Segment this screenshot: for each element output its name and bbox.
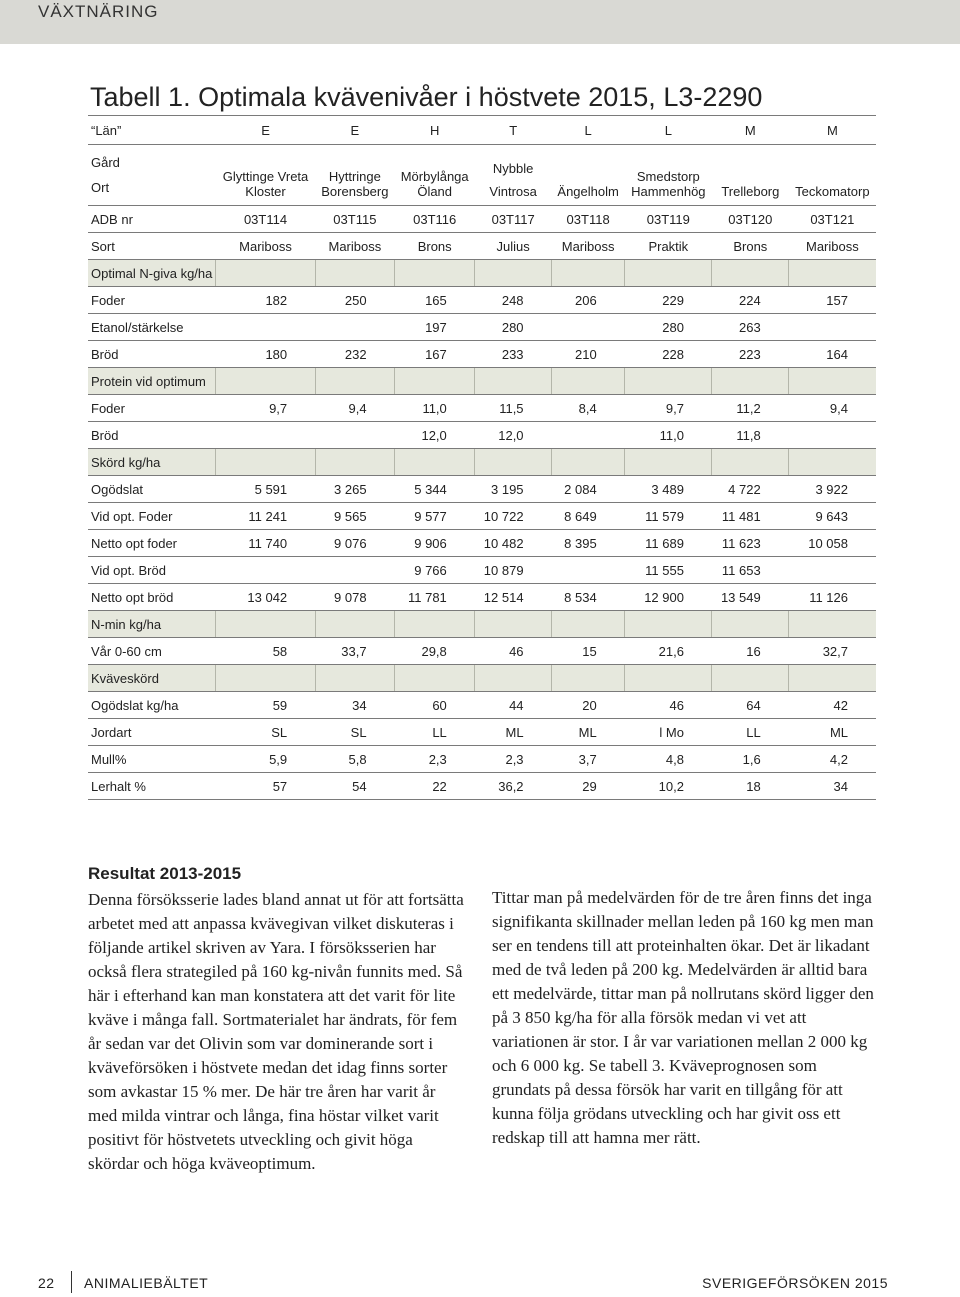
section-empty-cell xyxy=(216,449,315,476)
section-empty-cell xyxy=(789,368,876,395)
table-cell: 8 534 xyxy=(552,584,625,611)
table-cell: 10 879 xyxy=(475,557,552,584)
table-cell: 9 577 xyxy=(395,503,475,530)
table-cell: 228 xyxy=(625,341,712,368)
table-cell: 59 xyxy=(216,692,315,719)
table-cell: 9 078 xyxy=(315,584,394,611)
table-row xyxy=(88,719,876,746)
table-cell xyxy=(315,314,394,341)
row-label: Vår 0-60 cm xyxy=(88,638,216,665)
site-cell xyxy=(552,145,625,206)
site-cell xyxy=(395,145,475,206)
section-empty-cell xyxy=(552,368,625,395)
gard-ort-label xyxy=(88,145,216,206)
table-cell: 11,5 xyxy=(475,395,552,422)
table-cell: 11,0 xyxy=(625,422,712,449)
lan-cell: L xyxy=(625,116,712,145)
table-row xyxy=(88,233,876,260)
section-label: VÄXTNÄRING xyxy=(38,2,159,21)
row-label: Vid opt. Bröd xyxy=(88,557,216,584)
article-heading: Resultat 2013-2015 xyxy=(88,864,242,883)
table-cell: 2 084 xyxy=(552,476,625,503)
table-cell: 58 xyxy=(216,638,315,665)
table-row xyxy=(88,476,876,503)
section-empty-cell xyxy=(475,449,552,476)
table-cell: 46 xyxy=(625,692,712,719)
table-cell: 3 922 xyxy=(789,476,876,503)
section-empty-cell xyxy=(625,665,712,692)
table-cell: 34 xyxy=(789,773,876,800)
table-cell: 03T115 xyxy=(315,206,394,233)
site-line: Trelleborg xyxy=(721,184,780,199)
section-empty-cell xyxy=(315,449,394,476)
table-cell: 9 906 xyxy=(395,530,475,557)
table-cell: Mariboss xyxy=(315,233,394,260)
table-cell: 9,7 xyxy=(625,395,712,422)
table-cell: Mariboss xyxy=(552,233,625,260)
table-cell: 13 042 xyxy=(216,584,315,611)
lan-cell: T xyxy=(475,116,552,145)
table-cell: ML xyxy=(789,719,876,746)
table-cell: 22 xyxy=(395,773,475,800)
table-cell: 9 565 xyxy=(315,503,394,530)
site-line: Hammenhög xyxy=(631,184,706,199)
table-cell: 11,0 xyxy=(395,395,475,422)
table-cell: 16 xyxy=(712,638,789,665)
table-row xyxy=(88,422,876,449)
table-cell: 11 781 xyxy=(395,584,475,611)
row-label: Foder xyxy=(88,395,216,422)
table-cell: 5 591 xyxy=(216,476,315,503)
section-row xyxy=(88,665,876,692)
table-cell: 12,0 xyxy=(475,422,552,449)
row-label: Jordart xyxy=(88,719,216,746)
table-cell: 44 xyxy=(475,692,552,719)
table-cell: 12,0 xyxy=(395,422,475,449)
section-empty-cell xyxy=(216,368,315,395)
section-empty-cell xyxy=(315,368,394,395)
section-empty-cell xyxy=(789,665,876,692)
table-cell: Brons xyxy=(712,233,789,260)
site-cell xyxy=(315,145,394,206)
table-cell: 248 xyxy=(475,287,552,314)
table-cell: 57 xyxy=(216,773,315,800)
section-empty-cell xyxy=(625,260,712,287)
table-cell: 03T120 xyxy=(712,206,789,233)
table-cell xyxy=(552,422,625,449)
table-cell: 9 643 xyxy=(789,503,876,530)
table-title: Tabell 1. Optimala kvävenivåer i höstvete 2015, L3-2290 xyxy=(90,82,763,112)
article-column-right xyxy=(492,886,877,1150)
section-empty-cell xyxy=(789,449,876,476)
nitrogen-table xyxy=(88,115,876,800)
table-cell xyxy=(789,422,876,449)
table-row xyxy=(88,692,876,719)
table-cell: 11 740 xyxy=(216,530,315,557)
table-cell: 03T118 xyxy=(552,206,625,233)
row-label: Lerhalt % xyxy=(88,773,216,800)
table-cell xyxy=(552,314,625,341)
table-cell: l Mo xyxy=(625,719,712,746)
section-empty-cell xyxy=(552,665,625,692)
table-cell: 13 549 xyxy=(712,584,789,611)
table-cell: 280 xyxy=(625,314,712,341)
table-cell: 60 xyxy=(395,692,475,719)
section-row xyxy=(88,611,876,638)
table-row xyxy=(88,206,876,233)
row-label: Mull% xyxy=(88,746,216,773)
row-label: Bröd xyxy=(88,341,216,368)
table-cell: ML xyxy=(475,719,552,746)
row-label: Netto opt foder xyxy=(88,530,216,557)
lan-cell: E xyxy=(315,116,394,145)
section-empty-cell xyxy=(315,260,394,287)
lan-cell: M xyxy=(789,116,876,145)
table-row xyxy=(88,530,876,557)
table-cell: 4,8 xyxy=(625,746,712,773)
table-cell: 11,2 xyxy=(712,395,789,422)
table-cell: 11 481 xyxy=(712,503,789,530)
table-cell: 167 xyxy=(395,341,475,368)
section-empty-cell xyxy=(395,260,475,287)
table-cell: 224 xyxy=(712,287,789,314)
row-label: Vid opt. Foder xyxy=(88,503,216,530)
table-cell: 29,8 xyxy=(395,638,475,665)
section-label-cell: Kväveskörd xyxy=(88,665,216,692)
table-cell: 9,4 xyxy=(315,395,394,422)
table-cell: 3 489 xyxy=(625,476,712,503)
table-cell: 03T119 xyxy=(625,206,712,233)
table-cell: Mariboss xyxy=(216,233,315,260)
section-label-cell: N-min kg/ha xyxy=(88,611,216,638)
section-row xyxy=(88,368,876,395)
row-label: Ogödslat xyxy=(88,476,216,503)
table-cell: 229 xyxy=(625,287,712,314)
section-empty-cell xyxy=(395,665,475,692)
table-cell: 11 241 xyxy=(216,503,315,530)
lan-cell: L xyxy=(552,116,625,145)
table-row xyxy=(88,746,876,773)
table-cell: 11 653 xyxy=(712,557,789,584)
site-cell xyxy=(625,145,712,206)
table-cell: 21,6 xyxy=(625,638,712,665)
table-row xyxy=(88,557,876,584)
table-cell: 33,7 xyxy=(315,638,394,665)
table-cell: 10 722 xyxy=(475,503,552,530)
table-cell: Praktik xyxy=(625,233,712,260)
table-cell: 5 344 xyxy=(395,476,475,503)
site-line: Smedstorp xyxy=(636,169,700,184)
table-row xyxy=(88,395,876,422)
table-cell: 54 xyxy=(315,773,394,800)
site-line: Hyttringe xyxy=(328,169,381,184)
section-row xyxy=(88,449,876,476)
table-cell: 46 xyxy=(475,638,552,665)
site-line: Ängelholm xyxy=(557,184,619,199)
site-line: Vintrosa xyxy=(489,184,537,199)
table-cell: 180 xyxy=(216,341,315,368)
table-cell xyxy=(216,422,315,449)
table-row xyxy=(88,773,876,800)
table-cell: 11 555 xyxy=(625,557,712,584)
section-empty-cell xyxy=(395,368,475,395)
footer-divider xyxy=(71,1271,72,1293)
table-cell: 232 xyxy=(315,341,394,368)
table-cell: SL xyxy=(216,719,315,746)
table-cell: LL xyxy=(395,719,475,746)
section-empty-cell xyxy=(552,260,625,287)
table-cell: 12 514 xyxy=(475,584,552,611)
table-cell: 280 xyxy=(475,314,552,341)
article-paragraph: Tittar man på medelvärden för de tre åren finns det inga signifikanta skillnader mellan leden på 160 kg men man ser en tendens till att proteinhalten ökar. Det är likadant med de två leden på 200 kg. Medelvärden är alltid bara ett medelvärde, tittar man på nollrutans skörd ligger den på 3 850 kg/ha för alla försök medan vi vet att variationen är stor. I år var variationen mellan 2 000 kg och 6 000 kg. Se tabell 3. Kväveprognosen som grundats på dessa försök har varit en tillgång för att kunna följa grödans utveckling och har givit oss ett redskap till att hamna mer rätt. xyxy=(492,888,874,1147)
section-empty-cell xyxy=(315,611,394,638)
table-cell: 36,2 xyxy=(475,773,552,800)
site-cell xyxy=(216,145,315,206)
section-empty-cell xyxy=(216,611,315,638)
section-empty-cell xyxy=(216,665,315,692)
row-label: Bröd xyxy=(88,422,216,449)
lan-cell: M xyxy=(712,116,789,145)
table-cell: 03T117 xyxy=(475,206,552,233)
table-cell: 182 xyxy=(216,287,315,314)
table-cell: ML xyxy=(552,719,625,746)
site-cell xyxy=(712,145,789,206)
article-paragraph: Denna försöksserie lades bland annat ut för att fortsätta arbetet med att anpassa kvävegivan vilket diskuteras i följande artikel skriven av Yara. I försöksserien har också flera strategiled på 160 kg-nivån funnits med. Så här i efterhand kan man konstatera att det varit för lite kväve i många fall. Sortmaterialet har ändrats, för fem år sedan var det Olivin som var dominerande sort i kväveförsöken i höstvete medan det idag finns sorter som avkastar 15 % mer. De här tre åren har varit år med milda vintrar och långa, fina höstar vilket varit positivt för höstvetets utveckling och givit höga skördar och höga kväveoptimum. xyxy=(88,890,464,1173)
section-empty-cell xyxy=(475,665,552,692)
table-cell: 11 126 xyxy=(789,584,876,611)
table-cell: 223 xyxy=(712,341,789,368)
site-line: Kloster xyxy=(245,184,286,199)
table-cell: 2,3 xyxy=(475,746,552,773)
section-empty-cell xyxy=(625,611,712,638)
section-empty-cell xyxy=(789,611,876,638)
article-column-left xyxy=(88,862,468,1176)
section-empty-cell xyxy=(712,611,789,638)
table-cell: 29 xyxy=(552,773,625,800)
section-empty-cell xyxy=(475,368,552,395)
table-row xyxy=(88,341,876,368)
section-empty-cell xyxy=(395,449,475,476)
table-cell: 9,4 xyxy=(789,395,876,422)
site-cell xyxy=(789,145,876,206)
site-line: Teckomatorp xyxy=(795,184,870,199)
section-empty-cell xyxy=(552,449,625,476)
table-cell: 4 722 xyxy=(712,476,789,503)
row-label: Sort xyxy=(88,233,216,260)
section-empty-cell xyxy=(712,449,789,476)
table-row xyxy=(88,314,876,341)
table-cell: SL xyxy=(315,719,394,746)
table-cell: 197 xyxy=(395,314,475,341)
table-cell: 12 900 xyxy=(625,584,712,611)
table-cell: 8 395 xyxy=(552,530,625,557)
table-cell xyxy=(216,314,315,341)
table-cell xyxy=(789,314,876,341)
table-cell: 3 265 xyxy=(315,476,394,503)
table-cell: 11,8 xyxy=(712,422,789,449)
table-cell: 18 xyxy=(712,773,789,800)
table-cell: 42 xyxy=(789,692,876,719)
table-cell: 263 xyxy=(712,314,789,341)
publication-name: ANIMALIEBÄLTET xyxy=(84,1275,209,1291)
section-empty-cell xyxy=(315,665,394,692)
gard-label: Gård xyxy=(91,155,120,170)
table-cell: 3 195 xyxy=(475,476,552,503)
table-row xyxy=(88,287,876,314)
series-name: SVERIGEFÖRSÖKEN 2015 xyxy=(702,1275,888,1291)
section-label-cell: Protein vid optimum xyxy=(88,368,216,395)
table-cell xyxy=(552,557,625,584)
table-cell: 8 649 xyxy=(552,503,625,530)
table-cell: 10 482 xyxy=(475,530,552,557)
table-cell: 210 xyxy=(552,341,625,368)
row-label: ADB nr xyxy=(88,206,216,233)
section-empty-cell xyxy=(712,368,789,395)
table-cell: 10 058 xyxy=(789,530,876,557)
section-empty-cell xyxy=(625,368,712,395)
lan-row xyxy=(88,116,876,145)
site-line: Glyttinge Vreta xyxy=(222,169,309,184)
lan-cell: E xyxy=(216,116,315,145)
lan-label: “Län” xyxy=(88,116,216,145)
section-label-cell: Optimal N-giva kg/ha xyxy=(88,260,216,287)
table-cell: 10,2 xyxy=(625,773,712,800)
row-label: Foder xyxy=(88,287,216,314)
table-row xyxy=(88,638,876,665)
table-cell: 34 xyxy=(315,692,394,719)
table-row xyxy=(88,503,876,530)
table-cell: Mariboss xyxy=(789,233,876,260)
table-cell xyxy=(216,557,315,584)
table-cell: 2,3 xyxy=(395,746,475,773)
row-label: Netto opt bröd xyxy=(88,584,216,611)
section-empty-cell xyxy=(216,260,315,287)
table-cell xyxy=(315,422,394,449)
lan-cell: H xyxy=(395,116,475,145)
gard-ort-row xyxy=(88,145,876,206)
table-cell: 20 xyxy=(552,692,625,719)
site-line: Öland xyxy=(417,184,453,199)
page-number: 22 xyxy=(38,1275,55,1291)
table-cell: 233 xyxy=(475,341,552,368)
table-cell: 5,9 xyxy=(216,746,315,773)
table-cell: 11 579 xyxy=(625,503,712,530)
table-cell: 32,7 xyxy=(789,638,876,665)
section-empty-cell xyxy=(475,260,552,287)
site-cell xyxy=(475,145,552,206)
section-empty-cell xyxy=(475,611,552,638)
site-line: Borensberg xyxy=(321,184,389,199)
table-cell: 4,2 xyxy=(789,746,876,773)
ort-label: Ort xyxy=(91,180,110,195)
table-cell: Julius xyxy=(475,233,552,260)
table-cell: 11 623 xyxy=(712,530,789,557)
table-row xyxy=(88,584,876,611)
row-label: Etanol/stärkelse xyxy=(88,314,216,341)
section-row xyxy=(88,260,876,287)
table-cell xyxy=(789,557,876,584)
table-cell: 157 xyxy=(789,287,876,314)
section-empty-cell xyxy=(625,449,712,476)
table-cell: 03T121 xyxy=(789,206,876,233)
section-empty-cell xyxy=(552,611,625,638)
table-cell: LL xyxy=(712,719,789,746)
table-cell: 164 xyxy=(789,341,876,368)
site-line: Nybble xyxy=(492,161,534,176)
section-empty-cell xyxy=(712,260,789,287)
table-cell: 03T116 xyxy=(395,206,475,233)
table-cell: 206 xyxy=(552,287,625,314)
site-line: Mörbylånga xyxy=(400,169,469,184)
table-cell: 64 xyxy=(712,692,789,719)
table-cell: 165 xyxy=(395,287,475,314)
table-cell: 9 076 xyxy=(315,530,394,557)
section-empty-cell xyxy=(712,665,789,692)
table-cell: 3,7 xyxy=(552,746,625,773)
table-cell: 03T114 xyxy=(216,206,315,233)
table-cell: 9 766 xyxy=(395,557,475,584)
table-cell: Brons xyxy=(395,233,475,260)
section-label-cell: Skörd kg/ha xyxy=(88,449,216,476)
table-cell: 15 xyxy=(552,638,625,665)
table-cell: 5,8 xyxy=(315,746,394,773)
table-cell: 8,4 xyxy=(552,395,625,422)
table-cell: 250 xyxy=(315,287,394,314)
section-empty-cell xyxy=(789,260,876,287)
row-label: Ogödslat kg/ha xyxy=(88,692,216,719)
table-cell xyxy=(315,557,394,584)
table-cell: 9,7 xyxy=(216,395,315,422)
table-cell: 1,6 xyxy=(712,746,789,773)
section-empty-cell xyxy=(395,611,475,638)
table-cell: 11 689 xyxy=(625,530,712,557)
